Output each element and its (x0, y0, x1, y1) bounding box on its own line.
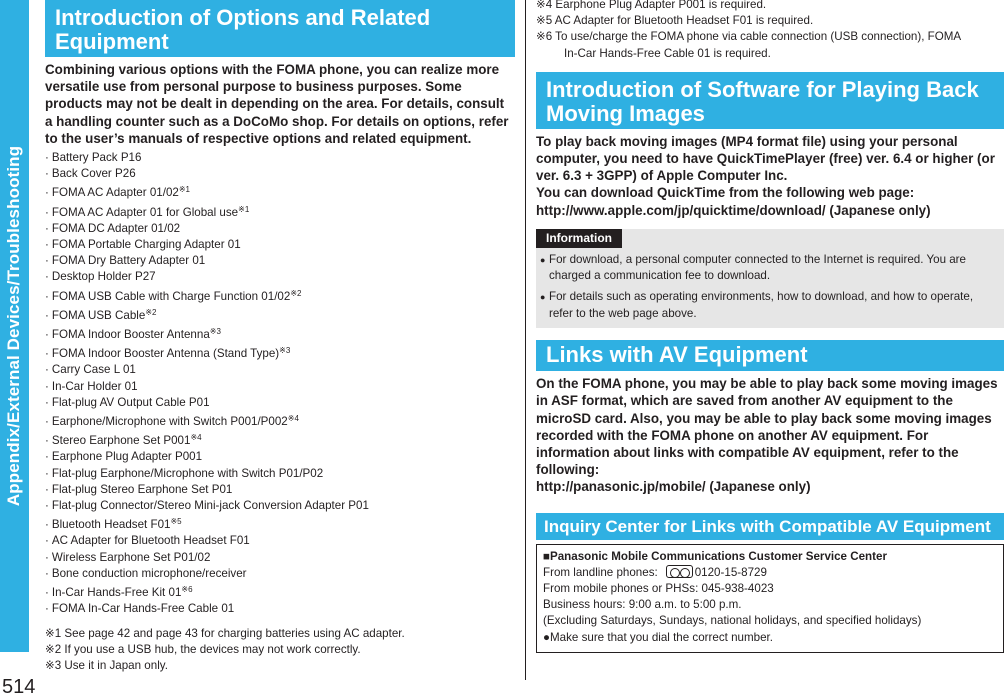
footnote-mark: ※1 (178, 185, 190, 195)
note-5: ※5 AC Adapter for Bluetooth Headset F01 is required. (536, 14, 814, 28)
option-item (45, 498, 515, 514)
quicktime-url: http://www.apple.com/jp/quicktime/download/ (Japanese only) (536, 202, 931, 218)
inquiry-heading: Inquiry Center for Links with Compatible AV Equipment (536, 513, 1004, 540)
info-item-text: For download, a personal computer connected to the Internet is required. You are charged a communication fee to download. (549, 252, 966, 283)
option-item (45, 202, 515, 221)
option-item (45, 411, 515, 430)
bullet-dot: · (45, 434, 49, 448)
footnote-mark: ※4 (287, 414, 299, 424)
bullet-dot: · (45, 186, 49, 200)
bullet-dot: · (45, 151, 49, 165)
bullet-dot: · (45, 167, 49, 181)
bullet-dot: · (45, 518, 49, 532)
bullet-dot: · (45, 205, 49, 219)
option-item-text: In-Car Hands-Free Kit 01 (51, 586, 182, 600)
software-heading: Introduction of Software for Playing Back Moving Images (536, 72, 1004, 129)
options-notes (45, 626, 515, 675)
note-1: ※1 See page 42 and page 43 for charging batteries using AC adapter. (45, 626, 405, 640)
option-item-text: FOMA AC Adapter 01 for Global use (51, 205, 239, 219)
option-item-text: FOMA Indoor Booster Antenna (51, 328, 210, 342)
bullet-icon: ● (540, 292, 546, 303)
side-tab-label: Appendix/External Devices/Troubleshooting (4, 145, 23, 507)
bullet-dot: · (45, 499, 49, 513)
option-item (45, 395, 515, 411)
option-item-text: FOMA AC Adapter 01/02 (51, 186, 179, 200)
option-item (45, 237, 515, 253)
landline-label: From landline phones: (543, 565, 658, 579)
option-item-text: In-Car Holder 01 (51, 379, 138, 393)
option-item-text: FOMA USB Cable (51, 308, 146, 322)
note-4: ※4 Earphone Plug Adapter P001 is required. (536, 0, 767, 11)
software-body-1: To play back moving images (MP4 format file) using your personal computer, you need to have QuickTimePlayer (free) ver. 6.4 or higher (or ver. 6.3 + 3GPP) of Apple Computer Inc. (536, 133, 995, 184)
bullet-dot: · (45, 363, 49, 377)
option-item-text: Carry Case L 01 (51, 363, 136, 377)
option-item-text: FOMA DC Adapter 01/02 (51, 221, 181, 235)
option-item (45, 566, 515, 582)
info-item (536, 285, 1004, 322)
contact-box (536, 544, 1004, 653)
option-item (45, 286, 515, 305)
option-item-text: FOMA USB Cable with Charge Function 01/02 (51, 289, 291, 303)
landline-line (543, 565, 997, 581)
bullet-dot: · (45, 328, 49, 342)
option-item (45, 343, 515, 362)
option-item (45, 166, 515, 182)
option-item (45, 269, 515, 285)
free-dial-icon (666, 565, 693, 578)
option-item-text: Bluetooth Headset F01 (51, 518, 171, 532)
bullet-dot: · (45, 347, 49, 361)
option-item-text: FOMA Dry Battery Adapter 01 (51, 254, 206, 268)
business-hours: Business hours: 9:00 a.m. to 5:00 p.m. (543, 598, 742, 612)
footnote-mark: ※3 (279, 346, 291, 356)
option-item (45, 253, 515, 269)
panasonic-url: http://panasonic.jp/mobile/ (Japanese only) (536, 479, 811, 495)
av-heading: Links with AV Equipment (536, 340, 1004, 371)
option-item (45, 533, 515, 549)
bullet-dot: · (45, 395, 49, 409)
option-item-text: Bone conduction microphone/receiver (51, 566, 247, 580)
option-item (45, 550, 515, 566)
option-item (45, 514, 515, 533)
note-2: ※2 If you use a USB hub, the devices may not work correctly. (45, 642, 361, 656)
info-item-text: For details such as operating environments, how to download, and how to operate, refer to the web page above. (549, 290, 974, 320)
footnote-mark: ※4 (190, 433, 202, 443)
option-item (45, 182, 515, 201)
option-item (45, 449, 515, 465)
footnote-mark: ※1 (238, 204, 250, 214)
information-box (536, 229, 1004, 328)
right-column (536, 0, 1004, 653)
option-item-text: Flat-plug Connector/Stereo Mini-jack Conversion Adapter P01 (51, 499, 369, 513)
contact-title: ■Panasonic Mobile Communications Customer Service Center (543, 549, 887, 563)
bullet-dot: · (45, 534, 49, 548)
bullet-dot: · (45, 289, 49, 303)
bullet-dot: · (45, 254, 49, 268)
option-item (45, 601, 515, 617)
option-item (45, 430, 515, 449)
bullet-dot: · (45, 602, 49, 616)
options-list (45, 150, 515, 617)
option-item-text: FOMA Indoor Booster Antenna (Stand Type) (51, 347, 280, 361)
bullet-dot: · (45, 586, 49, 600)
bullet-dot: · (45, 221, 49, 235)
note-6-continued: In-Car Hands-Free Cable 01 is required. (564, 46, 771, 60)
page-number: 514 (2, 676, 36, 698)
bullet-dot: · (45, 238, 49, 252)
option-item-text: Flat-plug AV Output Cable P01 (51, 395, 210, 409)
option-item-text: AC Adapter for Bluetooth Headset F01 (51, 534, 250, 548)
software-body-2: You can download QuickTime from the following web page: (536, 185, 915, 201)
bullet-dot: · (45, 450, 49, 464)
bullet-dot: · (45, 308, 49, 322)
footnote-mark: ※2 (145, 307, 157, 317)
left-column (45, 0, 515, 674)
option-item-text: Wireless Earphone Set P01/02 (51, 550, 211, 564)
side-tab (0, 0, 29, 652)
option-item (45, 305, 515, 324)
bullet-dot: · (45, 482, 49, 496)
option-item (45, 324, 515, 343)
option-item-text: FOMA Portable Charging Adapter 01 (51, 238, 241, 252)
option-item (45, 362, 515, 378)
footnote-mark: ※5 (170, 517, 182, 527)
option-item-text: Earphone/Microphone with Switch P001/P002 (51, 415, 288, 429)
note-3: ※3 Use it in Japan only. (45, 658, 168, 672)
option-item (45, 582, 515, 601)
option-item-text: Back Cover P26 (51, 167, 136, 181)
excluded-days: (Excluding Saturdays, Sundays, national holidays, and specified holidays) (543, 614, 922, 628)
footnote-mark: ※3 (209, 327, 221, 337)
option-item-text: Earphone Plug Adapter P001 (51, 450, 203, 464)
option-item-text: Battery Pack P16 (51, 151, 142, 165)
mobile-number: From mobile phones or PHSs: 045-938-4023 (543, 582, 774, 596)
option-item-text: Flat-plug Stereo Earphone Set P01 (51, 482, 233, 496)
options-heading: Introduction of Options and Related Equipment (45, 0, 515, 57)
info-item (536, 248, 1004, 285)
information-label: Information (536, 229, 622, 248)
av-body: On the FOMA phone, you may be able to play back some moving images in ASF format, which are saved from another AV equipment to the microSD card. Also, you may be able to play back some moving images recorded with the FOMA phone on another AV equipment. For information about links with compatible AV equipment, refer to the following: (536, 376, 998, 478)
continued-notes (536, 0, 1004, 62)
bullet-dot: · (45, 550, 49, 564)
bullet-dot: · (45, 270, 49, 284)
column-divider (525, 0, 526, 680)
option-item (45, 150, 515, 166)
bullet-dot: · (45, 379, 49, 393)
dial-reminder: ●Make sure that you dial the correct number. (543, 630, 773, 644)
option-item (45, 466, 515, 482)
footnote-mark: ※6 (181, 585, 193, 595)
option-item (45, 482, 515, 498)
option-item (45, 379, 515, 395)
landline-number: 0120-15-8729 (694, 565, 767, 579)
option-item (45, 221, 515, 237)
option-item-text: Desktop Holder P27 (51, 270, 156, 284)
option-item-text: FOMA In-Car Hands-Free Cable 01 (51, 602, 235, 616)
options-intro: Combining various options with the FOMA phone, you can realize more versatile use from personal purpose to business purposes. Some products may not be dealt in depending on the area. For details, consult a handling counter such as a DoCoMo shop. For details on options, refer to the user’s manuals of respective options and related equipment. (45, 62, 509, 146)
option-item-text: Stereo Earphone Set P001 (51, 434, 191, 448)
bullet-dot: · (45, 415, 49, 429)
footnote-mark: ※2 (290, 288, 302, 298)
bullet-dot: · (45, 566, 49, 580)
bullet-icon: ● (540, 254, 546, 265)
bullet-dot: · (45, 466, 49, 480)
option-item-text: Flat-plug Earphone/Microphone with Switch P01/P02 (51, 466, 324, 480)
note-6: ※6 To use/charge the FOMA phone via cable connection (USB connection), FOMA (536, 30, 962, 44)
